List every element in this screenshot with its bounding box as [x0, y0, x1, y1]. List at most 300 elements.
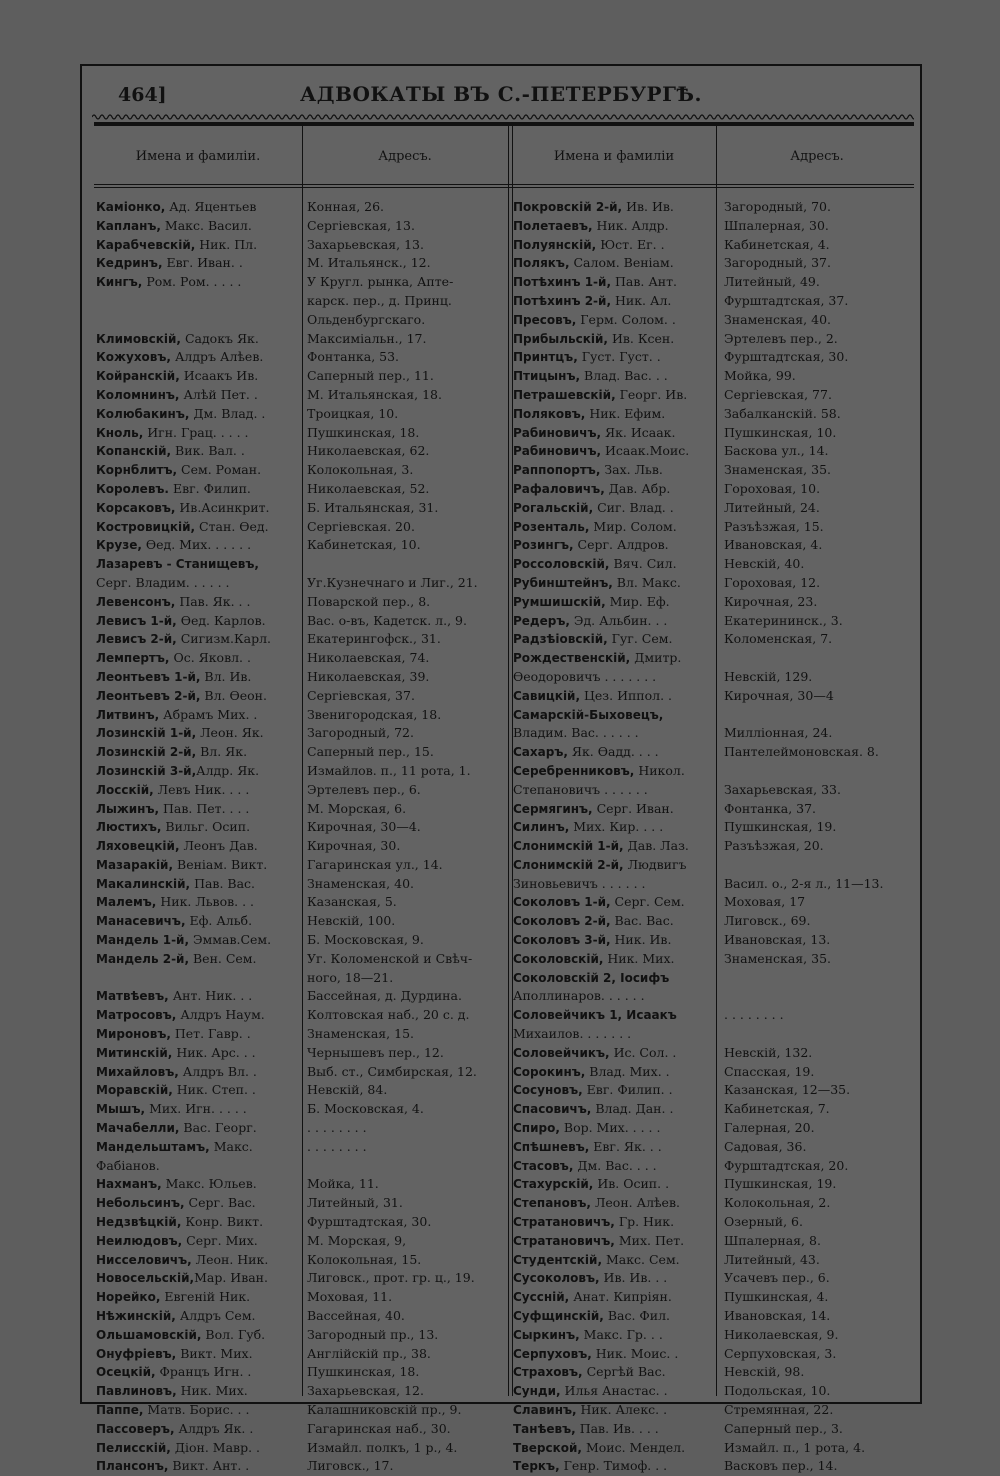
entry-name [96, 1457, 302, 1476]
entry-address: Пушкинская, 4. [724, 1289, 829, 1305]
entry-row [96, 912, 512, 931]
entry-row [96, 1138, 512, 1157]
entry-surname: Сунди, [513, 1384, 561, 1399]
entry-name [513, 574, 719, 593]
entry-row [513, 1439, 929, 1458]
entry-row [96, 1439, 512, 1458]
entry-address: Шпалерная, 30. [724, 217, 829, 233]
entry-address: Выб. ст., Симбирская, 12. [307, 1063, 477, 1079]
entry-given-names: Ѳед. Карлов. [176, 612, 266, 628]
entry-name [513, 1044, 719, 1063]
entry-row [513, 837, 929, 856]
entry-row [513, 1119, 929, 1138]
entry-row [96, 706, 512, 725]
entry-row [96, 1288, 512, 1307]
entry-row [96, 348, 512, 367]
entry-given-names: Леон. Ник. [191, 1251, 269, 1267]
entry-row [96, 987, 512, 1006]
entry-given-names: Серг. Алдров. [573, 537, 669, 553]
entry-name [96, 724, 302, 743]
entry-given-names: Игн. Грац. . . . . [143, 424, 249, 440]
entry-given-names: Ос. Яковл. . [169, 650, 251, 666]
entry-given-names: Алдръ Сем. [175, 1308, 256, 1324]
entry-address: Кабинетская, 7. [724, 1101, 830, 1117]
entry-row [513, 724, 929, 743]
entry-surname: Мачабелли, [96, 1121, 180, 1136]
entry-name [513, 311, 719, 330]
entry-given-names: Ив. Осип. . [593, 1176, 670, 1192]
entry-name [513, 1175, 719, 1194]
entry-name [513, 254, 719, 273]
entry-row [96, 1063, 512, 1082]
entry-name [96, 254, 302, 273]
entry-surname: Суссній, [513, 1290, 570, 1305]
entry-surname: Студентскій, [513, 1252, 602, 1267]
entry-given-names: Ник. Ив. [610, 932, 672, 948]
entry-name [96, 536, 302, 555]
entry-given-names: Сиг. Влад. . [593, 499, 674, 515]
entry-given-names: Дав. Абр. [604, 480, 671, 496]
entry-row [513, 743, 929, 762]
entry-name [513, 649, 719, 668]
entry-name [96, 518, 302, 537]
entry-address: . . . . . . . . [307, 1120, 367, 1136]
entry-address: Стремянная, 22. [724, 1402, 834, 1417]
entry-name [96, 499, 302, 518]
entry-address: Знаменская, 35. [724, 462, 832, 478]
entry-surname: Корнблитъ, [96, 463, 178, 478]
entry-row [96, 893, 512, 912]
entry-name [513, 198, 719, 217]
entry-given-names: Вл. Ив. [200, 668, 252, 684]
entry-address: Б. Московская, 9. [307, 932, 424, 948]
entry-name [96, 1251, 302, 1270]
entry-surname: Радзѣіовскій, [513, 632, 608, 647]
entry-row [513, 1363, 929, 1382]
entry-name [513, 405, 719, 424]
entry-address: Садовая, 36. [724, 1138, 807, 1154]
entry-row [513, 931, 929, 950]
entry-given-names: Дм. Вас. . . . [573, 1157, 657, 1173]
entry-address: Бассейная, д. Дурдина. [307, 988, 462, 1004]
entry-surname: Пресовъ, [513, 312, 577, 327]
entry-row [96, 536, 512, 555]
entry-name [96, 1157, 302, 1176]
entry-name [96, 630, 302, 649]
entry-row [96, 386, 512, 405]
entry-address: М. Морская, 6. [307, 800, 407, 816]
entry-given-names: Салом. Веніам. [569, 255, 674, 271]
entry-name [513, 1363, 719, 1382]
entry-row [96, 1194, 512, 1213]
entry-given-names: Леон. Як. [196, 725, 264, 741]
entry-given-names: Вол. Губ. [201, 1326, 266, 1342]
entry-name [96, 1420, 302, 1439]
entry-address: Загородный пр., 13. [307, 1326, 439, 1342]
entry-row [513, 630, 929, 649]
entry-given-names: Ром. Ром. . . . . [142, 274, 242, 290]
entry-address: Пушкинская, 19. [724, 1176, 837, 1192]
entry-given-names: Сигизм.Карл. [176, 631, 272, 647]
entry-name [513, 292, 719, 311]
entry-name [96, 987, 302, 1006]
entry-given-names: Абрамъ Мих. . [159, 706, 258, 722]
entry-row [513, 1213, 929, 1232]
entry-surname: Лозинскій 1-й, [96, 726, 197, 741]
entry-name [513, 1194, 719, 1213]
entry-address: Коломенская, 7. [724, 631, 833, 647]
entry-given-names: Макс. Юльев. [161, 1176, 257, 1192]
entry-name [513, 273, 719, 292]
entry-name [96, 875, 302, 894]
entry-row [513, 574, 929, 593]
entry-address: Саперный пер., 3. [724, 1420, 843, 1436]
entry-given-names: Ник. Львов. . . [156, 894, 255, 910]
entry-row [513, 480, 929, 499]
entry-given-names: Гр. Ник. [614, 1214, 675, 1230]
entry-given-names: Конр. Викт. [181, 1214, 264, 1230]
entry-surname: Соколовъ 2-й, [513, 914, 611, 929]
entry-given-names: Серг. Мих. [182, 1232, 258, 1248]
entry-address: Невскій, 100. [307, 913, 396, 929]
entry-given-names: Влад. Вас. . . [580, 368, 668, 384]
entry-given-names: Вл. Макс. [612, 574, 681, 590]
entry-surname: Румшишскій, [513, 594, 606, 609]
entry-row [513, 1345, 929, 1364]
entry-row [96, 574, 512, 593]
entry-address: Пушкинская, 10. [724, 424, 837, 440]
entry-address: Кабинетская, 4. [724, 236, 830, 252]
entry-address: Чернышевъ пер., 12. [307, 1044, 444, 1060]
entry-given-names: Людвигъ [623, 856, 687, 872]
entry-surname: Моравскій, [96, 1083, 173, 1098]
entry-surname: Славинъ, [513, 1403, 577, 1417]
entry-surname: Мазаракій, [96, 857, 174, 872]
entry-given-names: Евг. Як. . . [589, 1138, 662, 1154]
entry-surname: Небольсинъ, [96, 1196, 185, 1211]
entry-given-names: Густ. Густ. . [577, 349, 661, 365]
entry-given-names: Вл. Як. [196, 744, 248, 760]
entry-address [719, 856, 929, 875]
entry-row [513, 969, 929, 988]
entry-name [96, 1232, 302, 1251]
entry-surname: Суфщинскій, [513, 1309, 604, 1324]
entry-name [96, 912, 302, 931]
entry-name [513, 536, 719, 555]
entry-name [96, 1345, 302, 1364]
entry-address: Серпуховская, 3. [724, 1345, 837, 1361]
entry-row [513, 217, 929, 236]
entry-row [96, 1251, 512, 1270]
entry-surname: Стратановичъ, [513, 1233, 615, 1248]
entry-name [513, 518, 719, 537]
entry-name [96, 367, 302, 386]
entry-row [96, 330, 512, 349]
entry-given-names: Владим. Вас. . . . . . [513, 725, 639, 741]
entry-name [96, 800, 302, 819]
entry-name [96, 593, 302, 612]
entry-row [96, 856, 512, 875]
entry-name [96, 743, 302, 762]
entry-row [96, 555, 512, 574]
entry-surname: Степановъ, [513, 1196, 591, 1211]
entry-address: Невскій, 84. [307, 1082, 388, 1098]
entry-address: Сергіевская, 77. [724, 386, 832, 402]
entry-address: Невскій, 98. [724, 1364, 805, 1380]
entry-given-names: Ѳед. Мих. . . . . . [141, 537, 252, 553]
entry-given-names: Ник. Ефим. [585, 405, 666, 421]
entry-address: Казанская, 5. [307, 894, 397, 910]
entry-surname: Лосскій, [96, 782, 154, 797]
entry-name [96, 1119, 302, 1138]
entry-surname: Лозинскій 3-й, [96, 763, 197, 778]
entry-address: Максиміальн., 17. [307, 330, 427, 346]
entry-given-names: Зах. Льв. [600, 462, 663, 478]
entry-surname: Раппопортъ, [513, 463, 601, 478]
entry-row [513, 1138, 929, 1157]
entry-given-names: Вас. Вас. [610, 913, 674, 929]
entry-address: Озерный, 6. [724, 1214, 803, 1230]
entry-row [96, 1401, 512, 1420]
entry-address: Захарьевская, 13. [307, 236, 424, 252]
entry-surname: Нахманъ, [96, 1177, 162, 1192]
entry-surname: Онуфріевъ, [96, 1346, 177, 1361]
entry-row [513, 292, 929, 311]
entry-surname: Митинскій, [96, 1045, 173, 1060]
entry-given-names: Леон. Алѣев. [591, 1195, 680, 1211]
entry-name [513, 1439, 719, 1458]
entry-given-names: Юст. Ег. . [596, 236, 665, 252]
entry-address [302, 1157, 512, 1176]
entry-surname: Принтцъ, [513, 350, 578, 365]
entry-row [513, 1307, 929, 1326]
entry-given-names: Пав. Вас. [190, 875, 256, 891]
page-header [82, 66, 920, 116]
entry-given-names: Дав. Лаз. [623, 838, 689, 854]
entry-given-names: Вор. Мих. . . . . [559, 1120, 661, 1136]
entry-address: Колтовская наб., 20 с. д. [307, 1007, 470, 1023]
entry-surname: Михайловъ, [96, 1064, 179, 1079]
entry-surname: Птицынъ, [513, 369, 581, 384]
entry-row [96, 1269, 512, 1288]
entry-name [513, 1232, 719, 1251]
entry-row [96, 1081, 512, 1100]
entry-surname: Новосельскій, [96, 1271, 195, 1286]
entry-surname: Левисъ 2-й, [96, 632, 177, 647]
entry-given-names: Евг. Филип. [168, 480, 251, 496]
entry-given-names: Эд. Альбин. . . [569, 612, 668, 628]
entry-name [513, 762, 719, 781]
entry-given-names: Ник. Мих. [603, 950, 675, 966]
entry-given-names: Алдръ Алѣев. [170, 349, 264, 365]
entry-name [96, 1100, 302, 1119]
directory-page [80, 64, 922, 1474]
entry-given-names: Герм. Солом. . [576, 311, 676, 327]
entry-address: Уг.Кузнечнаго и Лиг., 21. [307, 574, 478, 590]
left-column-entries [96, 198, 512, 1476]
entry-row [96, 217, 512, 236]
entry-row [513, 818, 929, 837]
entry-surname: Стратановичъ, [513, 1215, 615, 1230]
entry-row [96, 273, 512, 292]
entry-given-names: Илья Анастас. . [560, 1383, 668, 1399]
entry-name [96, 1288, 302, 1307]
entry-surname: Мандель 2-й, [96, 951, 190, 966]
entry-surname: Корсаковъ, [96, 500, 176, 515]
entry-address: Захарьевская, 33. [724, 781, 841, 797]
entry-given-names: Веніам. Викт. [173, 856, 268, 872]
entry-name [96, 1138, 302, 1157]
entry-surname: Неилюдовъ, [96, 1233, 183, 1248]
entry-row [96, 499, 512, 518]
entry-row [96, 1420, 512, 1439]
entry-name [96, 1006, 302, 1025]
entry-given-names: Георг. Ив. [615, 386, 688, 402]
entry-row [96, 969, 512, 988]
entry-given-names: Михаилов. . . . . . . [513, 1026, 632, 1042]
entry-row [96, 1025, 512, 1044]
entry-given-names: Мир. Еф. [605, 593, 670, 609]
entry-row [513, 424, 929, 443]
entry-row [513, 1232, 929, 1251]
entry-given-names: Сем. Роман. [177, 462, 262, 478]
entry-address: . . . . . . . . [724, 1007, 784, 1023]
entry-given-names: Сергѣй Вас. [582, 1364, 666, 1380]
entry-address: Знаменская, 40. [307, 875, 415, 891]
entry-given-names: Вильг. Осип. [161, 819, 251, 835]
entry-given-names: Еф. Альб. [185, 913, 253, 929]
entry-address: Фонтанка, 53. [307, 349, 400, 365]
entry-address: Ольденбургскаго. [307, 311, 426, 327]
entry-name [513, 1420, 719, 1439]
entry-given-names: Ник. Алекс. . [576, 1402, 668, 1417]
entry-address: Подольская, 10. [724, 1383, 831, 1399]
entry-surname: Рабиновичъ, [513, 425, 602, 440]
entry-name [96, 818, 302, 837]
entry-name [96, 1025, 302, 1044]
entry-row [513, 1025, 929, 1044]
entry-name [96, 442, 302, 461]
entry-given-names: Пав. Як. . . [175, 593, 251, 609]
entry-address: Шпалерная, 8. [724, 1232, 821, 1248]
entry-row [513, 781, 929, 800]
entry-address: Фурштадтская, 20. [724, 1157, 849, 1173]
entry-given-names: Моис. Мендел. [581, 1439, 686, 1455]
entry-given-names: Дмитр. [630, 650, 682, 666]
entry-address: Измайл. п., 1 рота, 4. [724, 1439, 866, 1455]
entry-surname: Макалинскій, [96, 876, 191, 891]
column-header-address-right: Адресъ. [790, 148, 844, 164]
entry-surname: Копанскій, [96, 444, 172, 459]
entry-address: ного, 18—21. [307, 969, 394, 985]
entry-name [513, 875, 719, 894]
entry-row [96, 781, 512, 800]
entry-name [513, 330, 719, 349]
entry-address: Казанская, 12—35. [724, 1082, 851, 1098]
entry-row [513, 1175, 929, 1194]
entry-row [513, 950, 929, 969]
entry-address: Екатерининск., 3. [724, 612, 843, 628]
entry-given-names: Алдръ Вл. . [178, 1063, 257, 1079]
entry-name [513, 856, 719, 875]
entry-row [513, 1382, 929, 1401]
entry-row [96, 236, 512, 255]
entry-name [513, 837, 719, 856]
entry-row [96, 461, 512, 480]
entry-surname: Лыжинъ, [96, 801, 160, 816]
entry-given-names: Ив. Ксен. [608, 330, 675, 346]
entry-given-names: Як. Исаак. [601, 424, 676, 440]
entry-name [96, 687, 302, 706]
entry-address: Загородный, 70. [724, 199, 831, 214]
entry-row [96, 405, 512, 424]
entry-given-names: Матв. Борис. . . [143, 1402, 250, 1417]
entry-address: Лиговск., прот. гр. ц., 19. [307, 1270, 475, 1286]
entry-row [96, 724, 512, 743]
entry-row [96, 518, 512, 537]
entry-given-names: Влад. Дан. . [591, 1101, 674, 1117]
entry-name [96, 856, 302, 875]
entry-surname: Сосуновъ, [513, 1083, 583, 1098]
entry-given-names: Алѣй Пет. . [179, 386, 258, 402]
entry-given-names: Вяч. Сил. [609, 556, 677, 572]
entry-surname: Паппе, [96, 1403, 144, 1417]
entry-surname: Сермягинъ, [513, 801, 593, 816]
entry-name [513, 1345, 719, 1364]
entry-name [513, 1157, 719, 1176]
entry-name [96, 950, 302, 969]
entry-surname: Соколовскій, [513, 951, 604, 966]
entry-address: Фурштадтская, 30. [724, 349, 849, 365]
column-header-names-right: Имена и фамиліи [553, 148, 675, 164]
entry-given-names: Евг. Филип. . [582, 1082, 673, 1098]
entry-row [513, 668, 929, 687]
entry-surname: Каміонко, [96, 200, 166, 214]
entry-name [96, 969, 302, 988]
entry-name [96, 424, 302, 443]
entry-name [96, 461, 302, 480]
entry-given-names: Мих. Кир. . . . [569, 819, 664, 835]
entry-address: Гагаринская наб., 30. [307, 1420, 451, 1436]
entry-row [513, 518, 929, 537]
entry-name [96, 292, 302, 311]
entry-given-names: Леонъ Дав. [179, 838, 258, 854]
entry-name [96, 348, 302, 367]
entry-surname: Редеръ, [513, 613, 570, 628]
entry-surname: Полякъ, [513, 256, 570, 271]
entry-row [513, 1288, 929, 1307]
entry-surname: Коломнинъ, [96, 387, 180, 402]
entry-name [96, 837, 302, 856]
entry-given-names: Стан. Ѳед. [195, 518, 269, 534]
entry-address: Гагаринская ул., 14. [307, 856, 443, 872]
entry-address [719, 969, 929, 988]
entry-name [96, 1269, 302, 1288]
entry-row [96, 198, 512, 217]
entry-surname: Рабиновичъ, [513, 444, 602, 459]
entry-given-names: Діон. Мавр. . [170, 1439, 260, 1455]
entry-address: Б. Итальянская, 31. [307, 499, 439, 515]
entry-given-names: Мих. Пет. [614, 1232, 685, 1248]
column-header-names-left: Имена и фамиліи. [135, 148, 261, 164]
entry-address: Ивановская, 4. [724, 537, 823, 553]
entry-name [513, 499, 719, 518]
entry-surname: Павлиновъ, [96, 1384, 177, 1399]
entry-row [513, 593, 929, 612]
entry-row [96, 1044, 512, 1063]
entry-surname: Крузе, [96, 538, 142, 553]
entry-surname: Потѣхинъ 1-й, [513, 275, 612, 290]
